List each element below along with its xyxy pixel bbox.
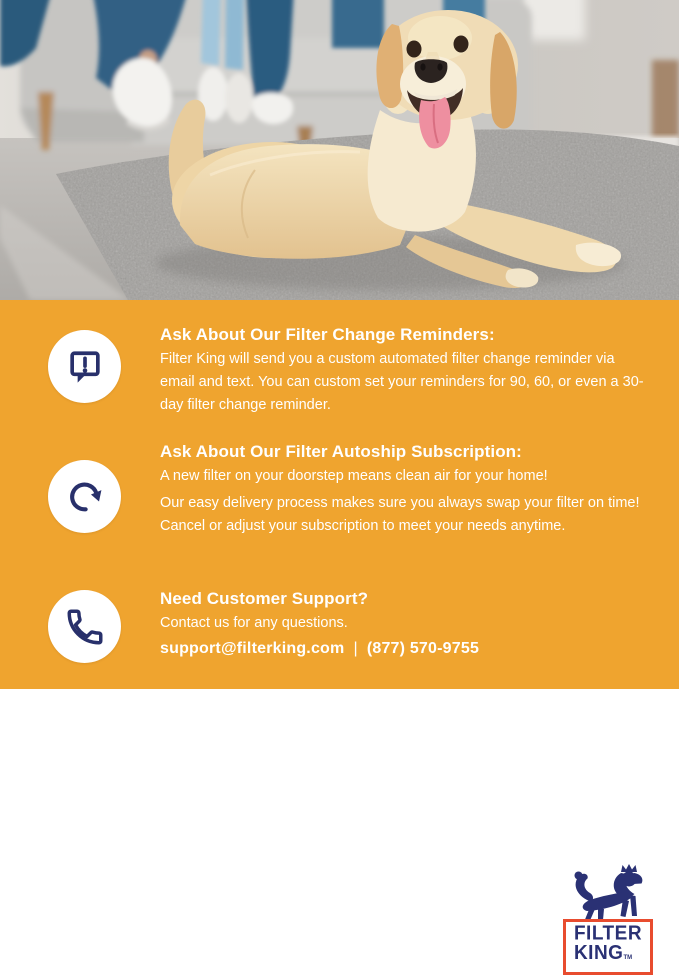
support-phone-link[interactable]: (877) 570-9755: [366, 640, 480, 657]
section-heading: Ask About Our Filter Change Reminders:: [160, 325, 495, 344]
dog-nostril: [420, 63, 425, 70]
hero-photo: [0, 0, 679, 300]
side-furniture: [652, 60, 679, 144]
child-jeans-leg: [225, 0, 244, 70]
lion-front-leg: [630, 895, 637, 916]
refresh-arrow-glyph: [63, 475, 107, 519]
section-paragraph: A new filter on your doorstep means clean air for your home!: [160, 468, 548, 484]
autoship-refresh-arrow-icon: [48, 460, 121, 533]
filter-king-wordmark: [563, 919, 653, 975]
dog-nostril: [437, 63, 442, 70]
speech-bubble-alert-icon: [48, 330, 121, 403]
brand-line-1: FILTER: [573, 922, 643, 945]
filter-king-logo: [549, 863, 667, 975]
phone-glyph: [64, 606, 106, 648]
child-sneaker: [225, 73, 253, 123]
lion-tail-tuft: [575, 872, 583, 880]
section-heading: Ask About Our Filter Autoship Subscription:: [160, 442, 522, 461]
dog-eye: [407, 41, 422, 58]
hero-photo-scene: [0, 0, 679, 300]
section-heading: Need Customer Support?: [160, 589, 369, 608]
section-autoship: [160, 441, 652, 538]
brand-line-2: KINGTM: [573, 942, 633, 965]
phone-icon: [48, 590, 121, 663]
child-jeans-leg: [201, 0, 221, 66]
section-paragraph: Filter King will send you a custom automated filter change reminder via email and text. You can custom set your reminders for 90, 60, or even a 30-day filter change reminder.: [160, 351, 644, 413]
crowned-lion-icon: [556, 863, 660, 921]
section-support: [160, 588, 652, 658]
support-email-link[interactable]: support@filterking.com: [160, 640, 345, 657]
lion-muzzle: [633, 873, 642, 884]
section-paragraph: Contact us for any questions.: [160, 615, 348, 631]
trademark: TM: [623, 954, 633, 962]
lion-crown: [621, 864, 637, 872]
dog-eye: [454, 36, 469, 53]
speech-bubble-alert-glyph: [63, 345, 107, 389]
info-panel: [0, 300, 679, 965]
jeans-leg: [332, 0, 384, 48]
section-paragraph: Our easy delivery process makes sure you always swap your filter on time! Cancel or adjust your subscription to meet your needs anytime.: [160, 495, 640, 534]
section-reminders: [160, 324, 652, 417]
contact-separator: |: [353, 640, 358, 657]
contact-line: [160, 640, 652, 658]
